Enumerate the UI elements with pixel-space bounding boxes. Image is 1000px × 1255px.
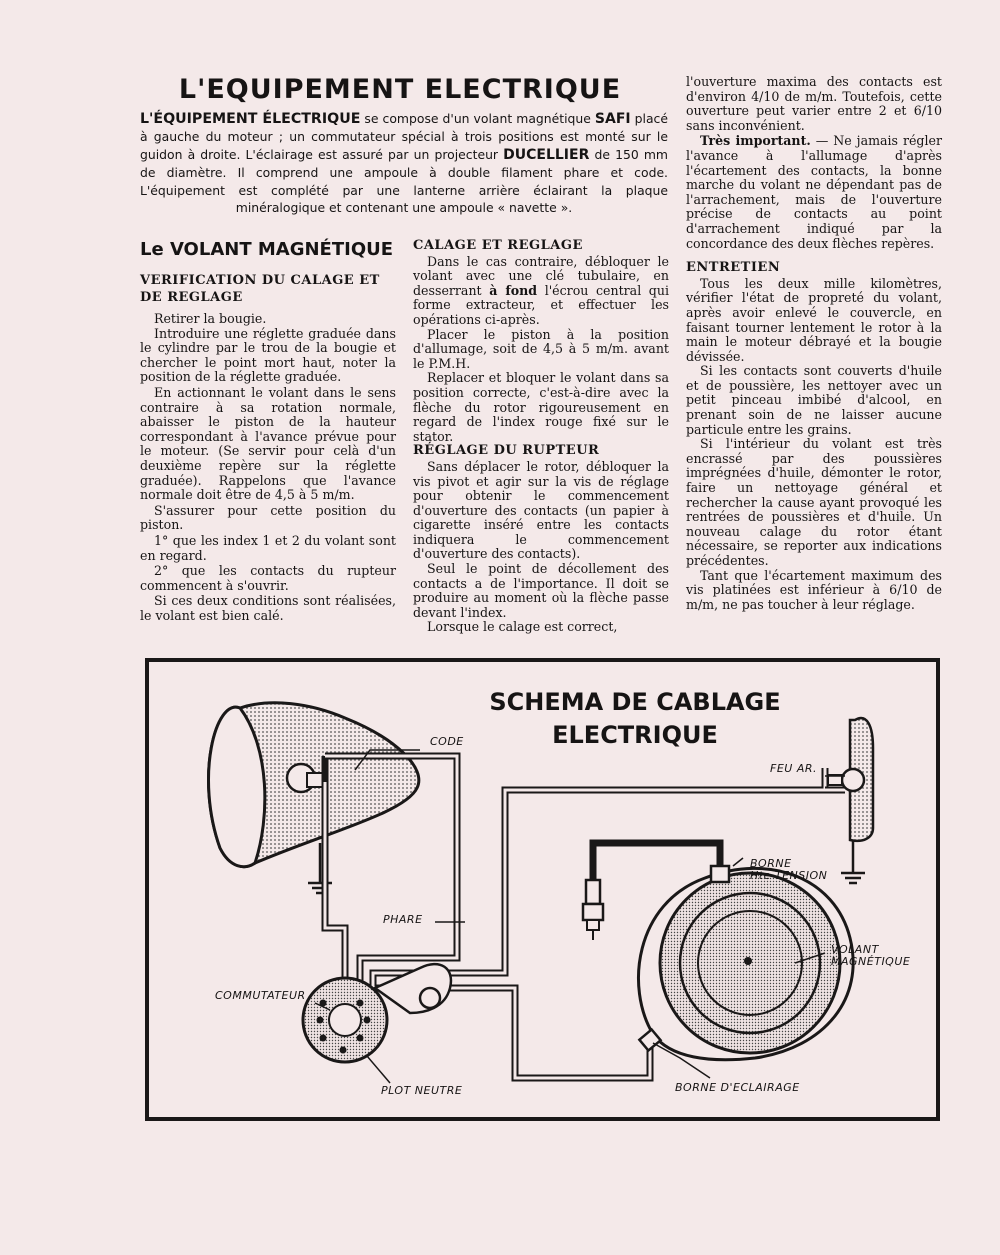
label-volant-line2: MAGNÉTIQUE xyxy=(831,955,911,968)
paragraph: Tous les deux mille kilomètres, vérifier l'état de propreté du volant, après avoir enlevé le couvercle, en faisant tourner lentement le rotor à la main le moteur débrayé et la bougie dévissée. xyxy=(686,275,942,364)
diagram-title xyxy=(465,686,805,752)
paragraph: Si ces deux conditions sont réalisées, le volant est bien calé. xyxy=(140,593,396,623)
paragraph: Placer le piston à la position d'allumage, soit de 4,5 à 5 m/m. avant le P.M.H. xyxy=(413,326,669,371)
flywheel-magneto-icon xyxy=(638,866,853,1060)
paragraph: 1° que les index 1 et 2 du volant sont en regard. xyxy=(140,532,396,563)
label-borne-eclairage: BORNE D'ECLAIRAGE xyxy=(675,1081,800,1094)
label-borne-ht-line2: Hte TENSION xyxy=(750,869,828,882)
paragraph: Retirer la bougie. xyxy=(154,311,267,326)
intro-text-1: se compose d'un volant magnétique xyxy=(360,111,595,126)
intro-lead: L'ÉQUIPEMENT ÉLECTRIQUE xyxy=(140,111,361,127)
paragraph: 2° que les contacts du rupteur commencent à s'ouvrir. xyxy=(140,563,396,593)
label-plot-neutre: PLOT NEUTRE xyxy=(381,1084,463,1097)
paragraph: l'ouverture maxima des contacts est d'environ 4/10 de m/m. Toutefois, cette ouverture peut varier entre 2 et 6/10 sans inconvénient. xyxy=(686,74,942,133)
text: l'écrou central qui forme extracteur, et effectuer les opérations ci-après. xyxy=(413,282,669,327)
paragraph: Introduire une réglette graduée dans le cylindre par le trou de la bougie et chercher le point mort haut, noter la position de la réglette graduée. xyxy=(140,325,396,385)
switch-icon xyxy=(303,964,451,1062)
label-feu-ar: FEU AR. xyxy=(770,762,817,775)
paragraph: Si l'intérieur du volant est très encrassé par des poussières imprégnées d'huile, démonter le rotor, faire un nettoyage général et rechercher la cause ayant provoqué les rentrées de poussières et d'huile. Un nouveau calage du rotor étant nécessaire, se reporter aux indications précédentes. xyxy=(686,436,942,568)
label-code: CODE xyxy=(430,735,464,748)
column-3 xyxy=(686,75,942,612)
page-title: L'EQUIPEMENT ELECTRIQUE xyxy=(178,74,622,105)
paragraph: Seul le point de décollement des contacts a de l'importance. Il doit se produire au moment où la flèche passe devant l'index. xyxy=(413,561,669,620)
intro-text-2: placé à gauche du moteur ; un commutateur spécial à trois positions est monté sur le guidon à droite. L'éclairage est assuré par un projecteur xyxy=(140,111,668,162)
text: — Ne jamais régler l'avance à l'allumage d'après l'écartement des contacts, la bonne marche du volant ne dépendant pas de l'arrachement, mais de l'ouverture précise de contacts au point d'arrachement indiqué par la concordance des deux flèches repères. xyxy=(686,133,942,251)
text: Dans le cas contraire, débloquer le volant avec une clé tubulaire, en desserrant xyxy=(413,253,669,298)
intro-text-3: de 150 mm de diamètre. Il comprend une ampoule à double filament phare et code. L'équipement est complété par une lanterne arrière éclairant la plaque minéralogique et contenant une ampoule « navette ». xyxy=(140,146,668,216)
label-phare: PHARE xyxy=(383,913,423,926)
section-heading-volant: Le VOLANT MAGNÉTIQUE xyxy=(140,239,394,260)
paragraph: Lorsque le calage est correct, xyxy=(427,619,618,635)
label-borne-ht-line1: BORNE xyxy=(750,857,792,870)
label-volant xyxy=(831,944,910,968)
label-volant-line1: VOLANT xyxy=(831,943,879,956)
paragraph: S'assurer pour cette position du piston. xyxy=(140,502,396,533)
brand-ducellier: DUCELLIER xyxy=(503,146,590,163)
ground-icon xyxy=(841,840,865,883)
heading-rupteur: RÉGLAGE DU RUPTEUR xyxy=(413,443,600,459)
heading-entretien: ENTRETIEN xyxy=(686,260,781,276)
spark-plug-icon xyxy=(583,880,603,940)
diagram-title-line2: ELECTRIQUE xyxy=(552,721,718,749)
paragraph xyxy=(413,255,669,328)
label-borne-ht xyxy=(750,858,827,882)
paragraph: Tant que l'écartement maximum des vis platinées est inférieur à 6/10 de m/m, ne pas toucher à leur réglage. xyxy=(686,567,942,612)
brand-safi: SAFI xyxy=(594,111,631,127)
paragraph xyxy=(686,134,942,251)
column-1 xyxy=(140,272,396,623)
bold-text: Très important. xyxy=(700,133,811,149)
heading-calage: CALAGE ET REGLAGE xyxy=(413,238,583,253)
wiring-diagram xyxy=(145,658,940,1121)
diagram-title-line1: SCHEMA DE CABLAGE xyxy=(489,688,781,716)
intro-paragraph xyxy=(140,110,668,216)
column-2 xyxy=(413,239,669,635)
rear-lamp-icon xyxy=(828,718,873,841)
bold-text: à fond xyxy=(489,282,538,298)
paragraph: Replacer et bloquer le volant dans sa position correcte, c'est-à-dire avec la flèche du rotor rigoureusement en regard de l'index rouge fixé sur le stator. xyxy=(413,370,669,444)
headlamp-icon xyxy=(209,703,419,867)
label-commutateur: COMMUTATEUR xyxy=(215,989,306,1002)
heading-verification: VERIFICATION DU CALAGE ET DE REGLAGE xyxy=(140,273,380,305)
paragraph: Sans déplacer le rotor, débloquer la vis pivot et agir sur la vis de réglage pour obtenir le commencement d'ouverture des contacts (un papier à cigarette inséré entre les contacts indiquera le commencement d'ouverture des contacts). xyxy=(413,458,669,562)
paragraph: Si les contacts sont couverts d'huile et de poussière, les nettoyer avec un petit pinceau imbibé d'alcool, en prenant soin de ne laisser aucune particule entre les grains. xyxy=(686,363,942,437)
paragraph: En actionnant le volant dans le sens contraire à sa rotation normale, abaisser le piston de la hauteur correspondant à l'avance prévue pour le moteur. (Se servir pour celà d'un deuxième repère sur la réglette graduée). Rappelons que l'avance normale doit être de 4,5 à 5 m/m. xyxy=(140,384,396,503)
